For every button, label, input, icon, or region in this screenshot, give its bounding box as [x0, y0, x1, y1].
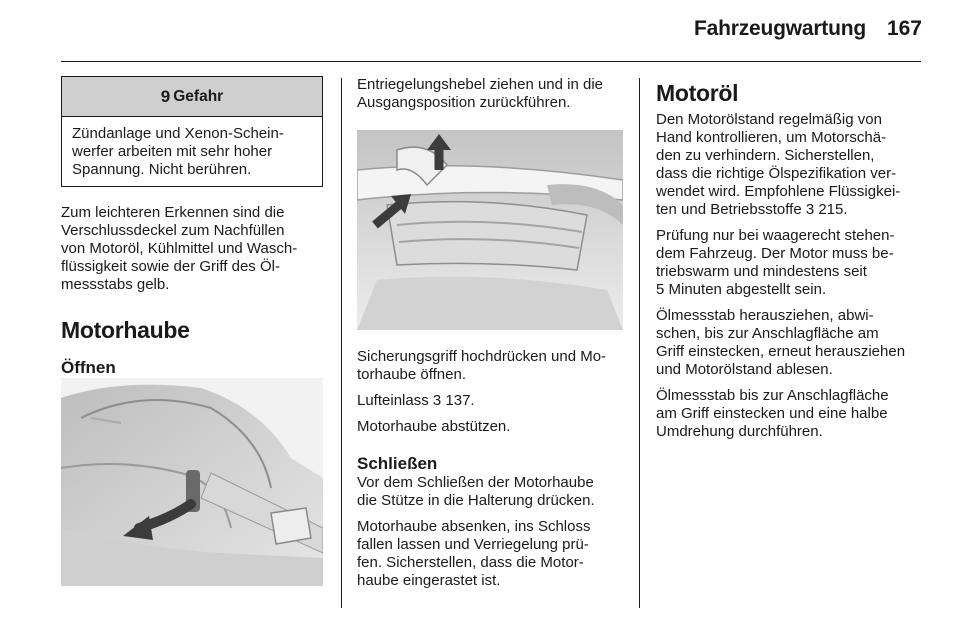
text-line: von Motoröl, Kühlmittel und Wasch- [61, 240, 298, 257]
heading-motorhaube: Motorhaube [61, 317, 190, 343]
paragraph-air-intake: Lufteinlass 3 137. [357, 392, 475, 409]
paragraph-dipstick-insert [656, 387, 924, 441]
text-line: Griff einstecken, erneut herausziehen [656, 343, 906, 360]
text-line: Vor dem Schließen der Motorhaube [357, 474, 594, 491]
text-line: Entriegelungshebel ziehen und in die [357, 76, 604, 93]
text-line: Spannung. Nicht berühren. [72, 161, 252, 178]
column-3 [656, 80, 924, 449]
paragraph-safety-catch [357, 348, 623, 384]
text-line: den zu verhindern. Sicherstellen, [656, 147, 875, 164]
text-line: und Motorölstand ablesen. [656, 361, 833, 378]
paragraph-yellow-caps [61, 204, 323, 294]
text-line: dass die richtige Ölspezifikation ver- [656, 165, 897, 182]
release-lever-illustration [61, 378, 323, 586]
text-line: messstabs gelb. [61, 276, 170, 293]
warning-header [62, 77, 322, 117]
text-line: fallen lassen und Verriegelung prü- [357, 536, 589, 553]
text-line: werfer arbeiten mit sehr hoher [72, 143, 273, 160]
text-line: Ölmessstab bis zur Anschlagfläche [656, 387, 889, 404]
paragraph-level-vehicle [656, 227, 924, 299]
text-line: torhaube öffnen. [357, 366, 466, 383]
grille-shape [387, 202, 587, 270]
header-rule [61, 61, 921, 62]
text-line: Umdrehung durchführen. [656, 423, 823, 440]
text-line: Zündanlage und Xenon-Schein- [72, 125, 284, 142]
text-line: Verschlussdeckel zum Nachfüllen [61, 222, 285, 239]
text-line: Ölmessstab herausziehen, abwi- [656, 307, 874, 324]
page-number: 167 [886, 17, 922, 40]
warning-title: Gefahr [173, 87, 224, 105]
text-line: Zum leichteren Erkennen sind die [61, 204, 285, 221]
text-line: wendet wird. Empfohlene Flüssigkei- [656, 183, 901, 200]
paragraph-lower-hood [357, 518, 623, 590]
heading-oeffnen: Öffnen [61, 358, 116, 377]
text-line: 5 Minuten abgestellt sein. [656, 281, 827, 298]
text-line: Motorhaube absenken, ins Schloss [357, 518, 591, 535]
text-line: schen, bis zur Anschlagfläche am [656, 325, 879, 342]
paragraph-release-lever [357, 76, 623, 112]
text-line: dem Fahrzeug. Der Motor muss be- [656, 245, 894, 262]
text-line: triebswarm und mindestens seit [656, 263, 867, 280]
paragraph-before-closing [357, 474, 623, 510]
running-header-title: Fahrzeugwartung [693, 17, 866, 40]
heading-motoroel: Motoröl [656, 80, 739, 106]
text-line: Sicherungsgriff hochdrücken und Mo- [357, 348, 607, 365]
text-line: ten und Betriebsstoffe 3 215. [656, 201, 848, 218]
text-line: fen. Sicherstellen, dass die Motor- [357, 554, 584, 571]
danger-warning-box [61, 76, 323, 187]
text-line: am Griff einstecken und eine halbe [656, 405, 888, 422]
hood-safety-catch-illustration [357, 130, 623, 330]
heading-schliessen: Schließen [357, 454, 438, 473]
column-rule-1 [341, 78, 342, 608]
text-line: Prüfung nur bei waagerecht stehen- [656, 227, 895, 244]
text-line: haube eingerastet ist. [357, 572, 501, 589]
column-1 [61, 76, 323, 378]
warning-text [62, 117, 322, 186]
text-line: Hand kontrollieren, um Motorschä- [656, 129, 887, 146]
column-rule-2 [639, 78, 640, 608]
pedal-shape [271, 508, 311, 544]
paragraph-check-oil [656, 111, 924, 219]
text-line: flüssigkeit sowie der Griff des Öl- [61, 258, 280, 275]
column-2 [357, 76, 623, 598]
text-line: die Stütze in die Halterung drücken. [357, 492, 595, 509]
text-line: Den Motorölstand regelmäßig von [656, 111, 882, 128]
warning-triangle-icon: 9 [160, 86, 171, 106]
text-line: Ausgangsposition zurückführen. [357, 94, 571, 111]
paragraph-prop-hood: Motorhaube abstützen. [357, 418, 511, 435]
paragraph-dipstick-read [656, 307, 924, 379]
